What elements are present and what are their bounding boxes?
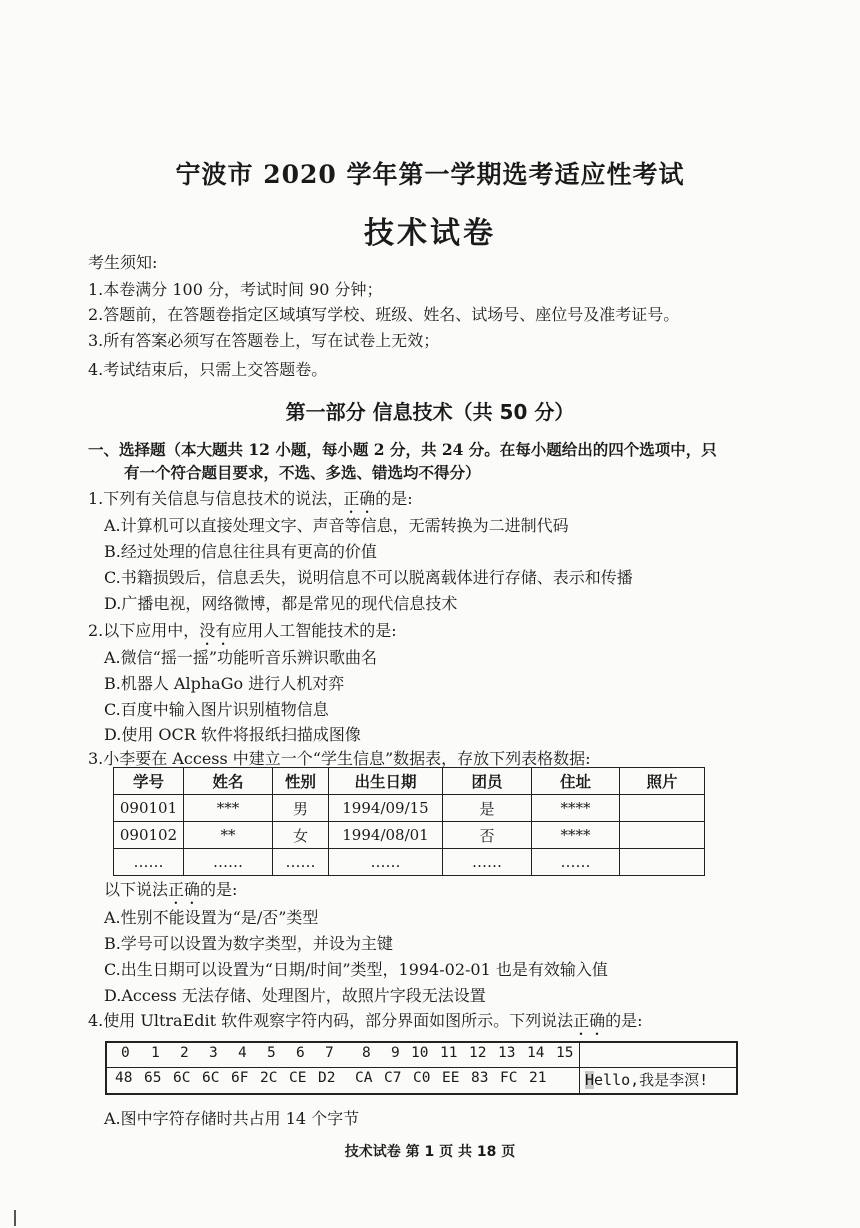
column-header: 学号 [114,768,184,795]
hex-index: 15 [556,1045,574,1061]
hex-index: 13 [498,1045,516,1061]
scan-margin-mark [14,1210,16,1226]
table-row [114,822,705,849]
table-cell: …… [532,849,620,876]
hex-byte: 48 [115,1070,133,1086]
hex-index: 6 [296,1045,305,1061]
question-2-option-b: B.机器人 AlphaGo 进行人机对弈 [104,674,345,693]
stem-text: 以下说法 [104,880,169,899]
stem-text: 的是: [375,489,413,508]
stem-text: 1.下列有关信息与信息技术的说法， [88,489,344,508]
part-title: 第一部分 信息技术（共 50 分） [285,400,575,424]
hex-index: 8 [362,1045,371,1061]
table-header-row [114,768,705,795]
question-3-option-c: C.出生日期可以设置为“日期/时间”类型，1994-02-01 也是有效输入值 [104,960,608,979]
hex-index: 10 [411,1045,429,1061]
hex-byte: 6F [231,1070,249,1086]
notice-heading: 考生须知: [88,253,158,272]
table-cell: …… [184,849,273,876]
hex-byte: C0 [413,1070,431,1086]
table-cell: 090102 [114,822,184,849]
table-cell: 090101 [114,795,184,822]
question-4-option-a: A.图中字符存储时共占用 14 个字节 [104,1109,360,1128]
hex-text-divider [579,1043,580,1093]
hex-index: 4 [238,1045,247,1061]
table-cell [620,849,705,876]
hex-byte: 21 [529,1070,547,1086]
question-3-substem [104,877,237,908]
table-cell: …… [329,849,443,876]
hex-index: 9 [391,1045,400,1061]
column-header: 团员 [443,768,532,795]
column-header: 性别 [273,768,329,795]
hex-byte: 65 [144,1070,162,1086]
hex-byte: FC [500,1070,518,1086]
table-cell: 否 [443,822,532,849]
hex-index: 11 [440,1045,458,1061]
table-cell: **** [532,795,620,822]
exam-subtitle: 技术试卷 [364,216,496,251]
ultraedit-hex-view [105,1041,738,1095]
table-row [114,849,705,876]
table-cell: …… [273,849,329,876]
stem-keyword: 没有 [199,621,232,640]
page-footer: 技术试卷 第 1 页 共 18 页 [344,1144,516,1160]
table-cell: 女 [273,822,329,849]
stem-keyword: 正确 [343,489,376,508]
question-2-option-a: A.微信“摇一摇”功能听音乐辨识歌曲名 [104,648,378,667]
question-1-option-c: C.书籍损毁后，信息丢失，说明信息不可以脱离载体进行存储、表示和传播 [104,568,633,587]
table-cell: ** [184,822,273,849]
hex-byte: EE [442,1070,460,1086]
question-3-stem: 3.小李要在 Access 中建立一个“学生信息”数据表，存放下列表格数据: [88,749,591,768]
table-cell: 男 [273,795,329,822]
text-cursor: H [585,1071,595,1089]
hex-index: 0 [121,1045,130,1061]
column-header: 住址 [532,768,620,795]
stem-text: 的是: [200,880,238,899]
hex-index: 1 [151,1045,160,1061]
hex-index: 3 [209,1045,218,1061]
column-header: 出生日期 [329,768,443,795]
hex-byte: CA [355,1070,373,1086]
question-3-option-d: D.Access 无法存储、处理图片，故照片字段无法设置 [104,986,486,1005]
hex-index: 5 [267,1045,276,1061]
question-2-option-c: C.百度中输入图片识别植物信息 [104,700,329,719]
table-cell: 1994/08/01 [329,822,443,849]
column-header: 姓名 [184,768,273,795]
stem-keyword: 正确 [168,880,201,899]
stem-text: 的是: [605,1011,643,1030]
hex-text-panel [585,1069,708,1090]
table-cell: …… [114,849,184,876]
table-cell: 1994/09/15 [329,795,443,822]
table-row [114,795,705,822]
stem-text: 4.使用 UltraEdit 软件观察字符内码，部分界面如图所示。下列说法 [88,1011,574,1030]
hex-byte: C7 [384,1070,402,1086]
notice-item: 3.所有答案必须写在答题卷上，写在试卷上无效； [88,331,440,350]
exam-title: 宁波市 2020 学年第一学期选考适应性考试 [175,160,685,189]
hex-byte: 6C [173,1070,191,1086]
question-2-option-d: D.使用 OCR 软件将报纸扫描成图像 [104,725,361,744]
stem-text: 应用人工智能技术的是: [231,621,397,640]
notice-item: 4.考试结束后，只需上交答题卷。 [88,360,328,379]
table-cell [620,822,705,849]
section-heading-line2: 有一个符合题目要求，不选、多选、错选均不得分） [124,463,481,482]
question-3-option-a: A.性别不能设置为“是/否”类型 [104,908,319,927]
hex-index: 14 [527,1045,545,1061]
column-header: 照片 [620,768,705,795]
hex-byte: CE [289,1070,307,1086]
section-heading-line1: 一、选择题（本大题共 12 小题，每小题 2 分，共 24 分。在每小题给出的四个选项中，只 [88,440,717,459]
question-1-option-b: B.经过处理的信息往往具有更高的价值 [104,542,377,561]
hex-index: 2 [180,1045,189,1061]
student-info-table [113,767,705,876]
table-cell: …… [443,849,532,876]
stem-keyword: 正确 [573,1011,606,1030]
hex-byte: 2C [260,1070,278,1086]
question-1-option-a: A.计算机可以直接处理文字、声音等信息，无需转换为二进制代码 [104,516,569,535]
question-3-option-b: B.学号可以设置为数字类型，并设为主键 [104,934,393,953]
decoded-text: ello,我是李溟! [594,1071,709,1089]
hex-index: 7 [325,1045,334,1061]
hex-index: 12 [469,1045,487,1061]
hex-byte: 6C [202,1070,220,1086]
table-cell [620,795,705,822]
hex-row-divider [107,1067,736,1068]
hex-byte: 83 [471,1070,489,1086]
notice-item: 2.答题前，在答题卷指定区域填写学校、班级、姓名、试场号、座位号及准考证号。 [88,305,680,324]
question-1-option-d: D.广播电视，网络微博，都是常见的现代信息技术 [104,594,458,613]
notice-item: 1.本卷满分 100 分，考试时间 90 分钟； [88,280,383,299]
question-4-stem [88,1008,643,1039]
table-cell: **** [532,822,620,849]
table-cell: *** [184,795,273,822]
table-cell: 是 [443,795,532,822]
hex-byte: D2 [318,1070,336,1086]
stem-text: 2.以下应用中， [88,621,200,640]
